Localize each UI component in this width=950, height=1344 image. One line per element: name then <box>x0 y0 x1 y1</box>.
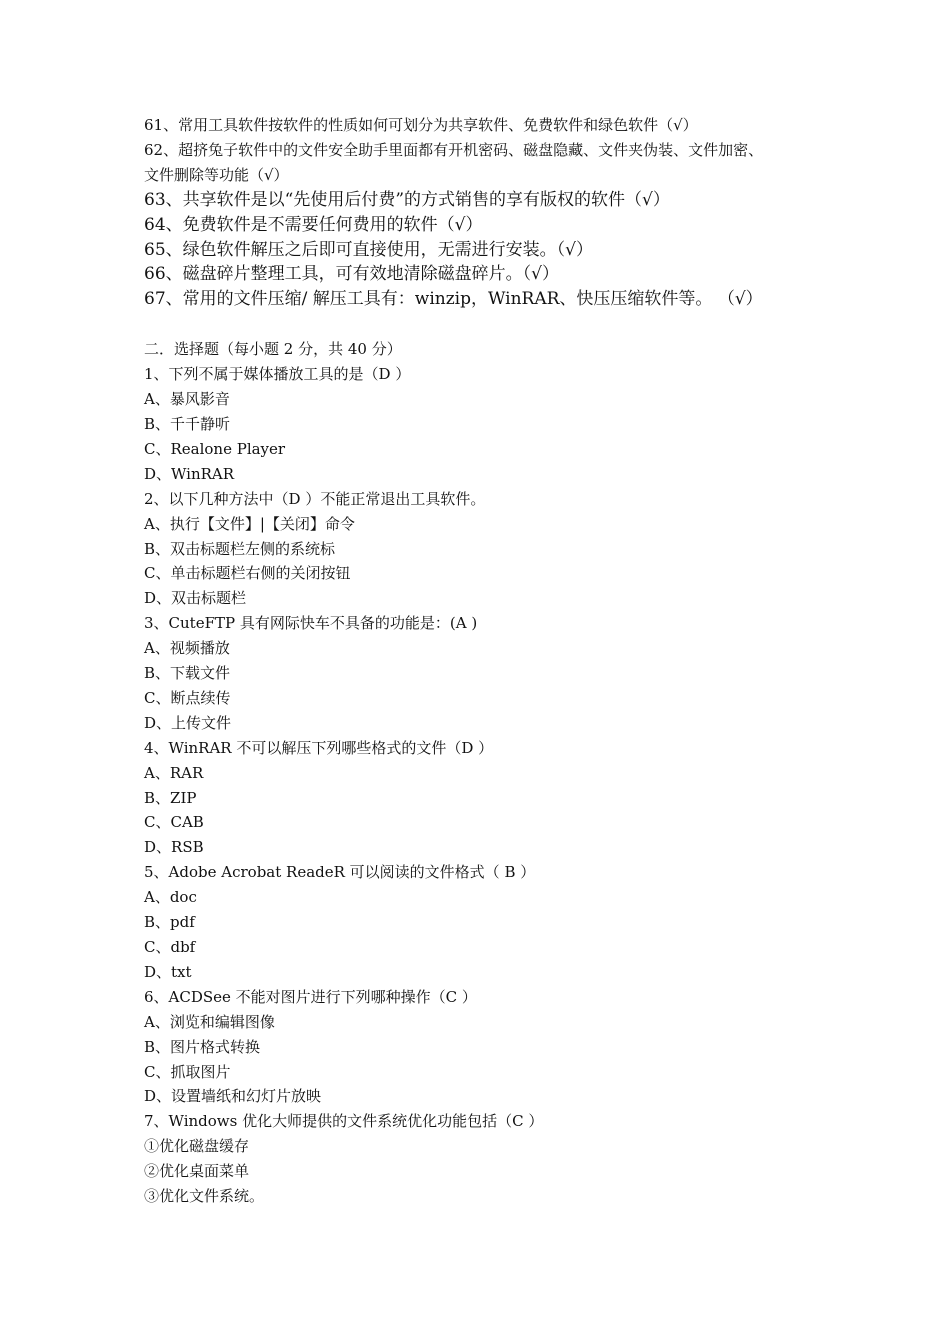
question-5: 5、Adobe Acrobat ReadeR 可以阅读的文件格式（ B ） <box>144 863 536 882</box>
option-3b: B、下载文件 <box>144 664 231 683</box>
option-7-2: ②优化桌面菜单 <box>144 1162 250 1181</box>
section-title: 二．选择题（每小题 2 分，共 40 分） <box>144 340 402 359</box>
option-5a: A、doc <box>144 888 197 907</box>
judgement-item-66: 66、磁盘碎片整理工具，可有效地清除磁盘碎片。（√） <box>144 264 559 285</box>
option-2c: C、单击标题栏右侧的关闭按钮 <box>144 564 351 583</box>
option-5c: C、dbf <box>144 938 196 956</box>
option-2d: D、双击标题栏 <box>144 589 247 608</box>
option-3d: D、上传文件 <box>144 713 232 732</box>
option-1b: B、千千静听 <box>144 414 231 433</box>
option-7-1: ①优化磁盘缓存 <box>144 1137 250 1156</box>
option-2a: A、执行【文件】|【关闭】命令 <box>144 514 355 533</box>
option-3a: A、视频播放 <box>144 639 230 658</box>
option-1d: D、WinRAR <box>144 464 235 483</box>
judgement-item-62: 62、超挤兔子软件中的文件安全助手里面都有开机密码、磁盘隐藏、文件夹伪装、文件加密、 <box>144 140 764 159</box>
judgement-item-65: 65、绿色软件解压之后即可直接使用，无需进行安装。（√） <box>144 239 593 260</box>
option-1a: A、暴风影音 <box>144 390 230 409</box>
section-spacer <box>144 312 824 337</box>
question-2: 2、以下几种方法中（D ）不能正常退出工具软件。 <box>144 489 486 508</box>
question-6: 6、ACDSee 不能对图片进行下列哪种操作（C ） <box>144 987 477 1006</box>
option-4a: A、RAR <box>144 763 204 782</box>
option-4d: D、RSB <box>144 838 204 857</box>
option-6a: A、浏览和编辑图像 <box>144 1012 275 1031</box>
option-6d: D、设置墙纸和幻灯片放映 <box>144 1087 322 1106</box>
judgement-item-61: 61、常用工具软件按软件的性质如何可划分为共享软件、免费软件和绿色软件（√） <box>144 116 698 134</box>
option-4c: C、CAB <box>144 813 204 832</box>
question-7: 7、Windows 优化大师提供的文件系统优化功能包括（C ） <box>144 1112 544 1131</box>
option-5d: D、txt <box>144 962 192 981</box>
document-page <box>144 113 824 1209</box>
option-1c: C、Realone Player <box>144 439 286 458</box>
option-2b: B、双击标题栏左侧的系统标 <box>144 539 336 558</box>
judgement-item-63: 63、共享软件是以“先使用后付费”的方式销售的享有版权的软件（√） <box>144 189 670 210</box>
option-5b: B、pdf <box>144 913 195 932</box>
option-4b: B、ZIP <box>144 788 197 807</box>
option-6b: B、图片格式转换 <box>144 1037 261 1056</box>
option-3c: C、断点续传 <box>144 688 231 707</box>
option-7-3: ③优化文件系统。 <box>144 1187 265 1206</box>
judgement-item-64: 64、免费软件是不需要任何费用的软件（√） <box>144 214 483 235</box>
question-1: 1、下列不属于媒体播放工具的是（D ） <box>144 365 411 384</box>
question-4: 4、WinRAR 不可以解压下列哪些格式的文件（D ） <box>144 738 494 757</box>
option-6c: C、抓取图片 <box>144 1062 231 1081</box>
judgement-item-67: 67、常用的文件压缩/ 解压工具有：winzip，WinRAR、快压压缩软件等。 （√） <box>144 289 763 310</box>
judgement-item-62-cont: 文件删除等功能（√） <box>144 165 289 184</box>
question-3: 3、CuteFTP 具有网际快车不具备的功能是：(A ) <box>144 614 478 633</box>
